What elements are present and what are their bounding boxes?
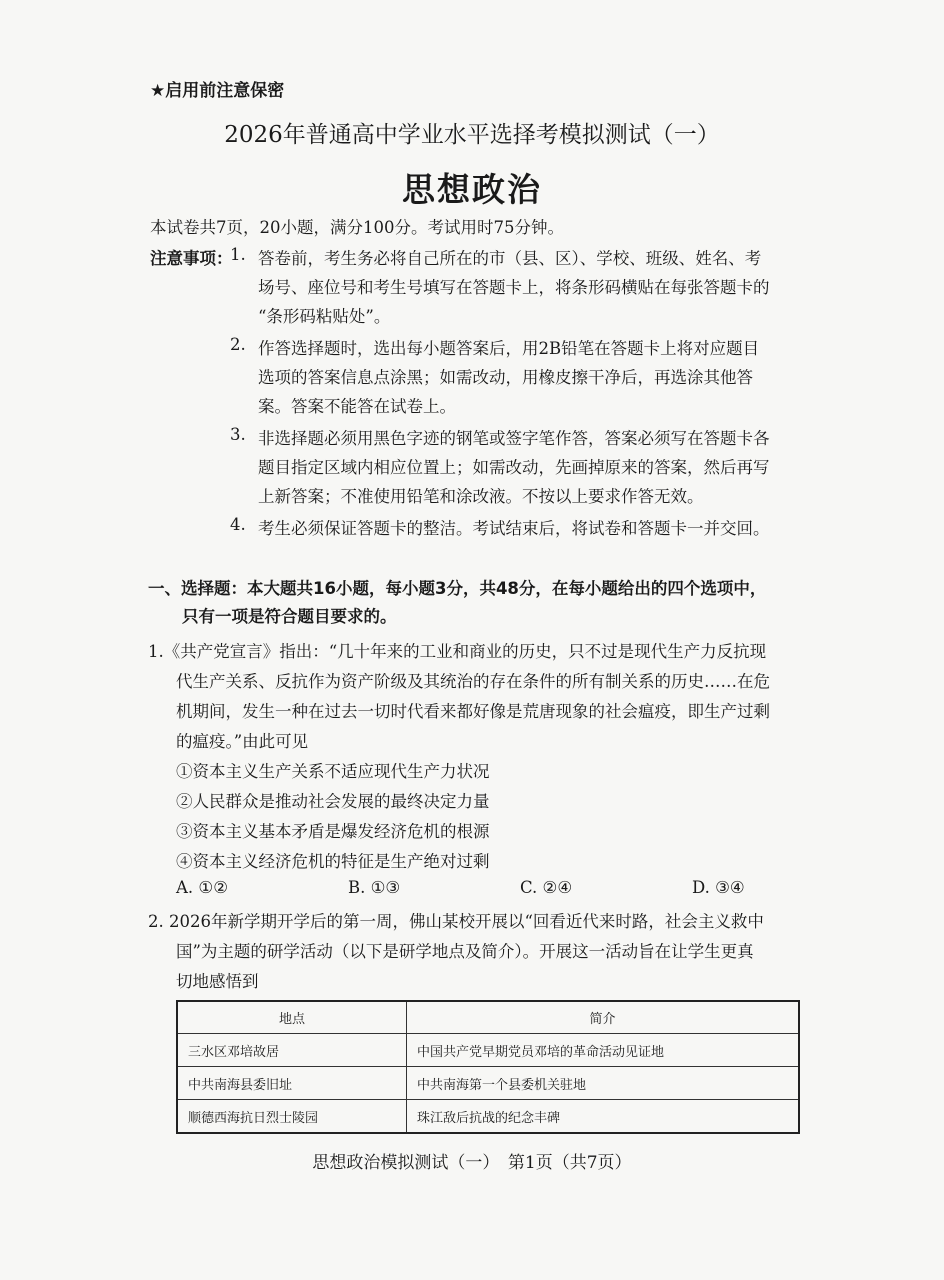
table-cell-site: 三水区邓培故居 xyxy=(177,1034,407,1067)
page-footer: 思想政治模拟测试（一） 第1页（共7页） xyxy=(312,1153,632,1173)
notice-item-number: 1. xyxy=(230,245,246,264)
notice-item-line: 考生必须保证答题卡的整洁。考试结束后，将试卷和答题卡一并交回。 xyxy=(258,519,770,538)
question-1-option-b: B. ①③ xyxy=(348,878,401,897)
section-heading-cont: 只有一项是符合题目要求的。 xyxy=(182,607,397,626)
question-1-statement: ③资本主义基本矛盾是爆发经济危机的根源 xyxy=(176,822,490,841)
table-header-cell: 简介 xyxy=(407,1001,800,1034)
notice-item-line: 题目指定区域内相应位置上；如需改动，先画掉原来的答案，然后再写 xyxy=(258,458,770,477)
notice-item-line: 上新答案；不准使用铅笔和涂改液。不按以上要求作答无效。 xyxy=(258,487,704,506)
table-cell-site: 中共南海县委旧址 xyxy=(177,1067,407,1100)
table-row xyxy=(177,1100,799,1134)
question-2-stem: 切地感悟到 xyxy=(176,972,259,991)
question-1-option-a: A. ①② xyxy=(176,878,228,897)
table-cell-site: 顺德西海抗日烈士陵园 xyxy=(177,1100,407,1134)
notice-label: 注意事项： xyxy=(150,249,233,268)
question-1-stem: 代生产关系、反抗作为资产阶级及其统治的存在条件的所有制关系的历史……在危 xyxy=(176,672,770,691)
table-cell-intro: 中国共产党早期党员邓培的革命活动见证地 xyxy=(407,1034,800,1067)
notice-item-line: 场号、座位号和考生号填写在答题卡上，将条形码横贴在每张答题卡的 xyxy=(258,278,770,297)
section-heading: 一、选择题：本大题共16小题，每小题3分，共48分，在每小题给出的四个选项中， xyxy=(148,579,767,598)
notice-item-line: “条形码粘贴处”。 xyxy=(258,307,391,326)
subject-title: 思想政治 xyxy=(402,170,542,209)
table-cell-intro: 珠江敌后抗战的纪念丰碑 xyxy=(407,1100,800,1134)
notice-item-line: 案。答案不能答在试卷上。 xyxy=(258,397,456,416)
confidential-mark: ★启用前注意保密 xyxy=(150,81,285,101)
table-row xyxy=(177,1034,799,1067)
exam-title: 2026年普通高中学业水平选择考模拟测试（一） xyxy=(224,122,720,148)
notice-item-line: 作答选择题时，选出每小题答案后，用2B铅笔在答题卡上将对应题目 xyxy=(258,339,760,358)
exam-intro: 本试卷共7页，20小题，满分100分。考试用时75分钟。 xyxy=(150,218,564,237)
question-1-stem: 的瘟疫。”由此可见 xyxy=(176,732,309,751)
question-2-stem: 国”为主题的研学活动（以下是研学地点及简介）。开展这一活动旨在让学生更真 xyxy=(176,942,754,961)
notice-item-number: 4. xyxy=(230,515,246,534)
notice-item-number: 3. xyxy=(230,425,246,444)
question-2-stem: 2. 2026年新学期开学后的第一周，佛山某校开展以“回看近代来时路，社会主义救中 xyxy=(148,912,764,931)
question-1-statement: ④资本主义经济危机的特征是生产绝对过剩 xyxy=(176,852,490,871)
table-row xyxy=(177,1067,799,1100)
table-header-row xyxy=(177,1001,799,1034)
study-sites-table xyxy=(176,1000,800,1134)
table-header-cell: 地点 xyxy=(177,1001,407,1034)
question-1-stem: 机期间，发生一种在过去一切时代看来都好像是荒唐现象的社会瘟疫，即生产过剩 xyxy=(176,702,770,721)
question-1-statement: ①资本主义生产关系不适应现代生产力状况 xyxy=(176,762,490,781)
notice-item-line: 答卷前，考生务必将自己所在的市（县、区）、学校、班级、姓名、考 xyxy=(258,249,762,268)
notice-item-line: 非选择题必须用黑色字迹的钢笔或签字笔作答，答案必须写在答题卡各 xyxy=(258,429,770,448)
question-1-option-d: D. ③④ xyxy=(692,878,745,897)
question-1-option-c: C. ②④ xyxy=(520,878,573,897)
question-1-stem: 1.《共产党宣言》指出：“几十年来的工业和商业的历史，只不过是现代生产力反抗现 xyxy=(148,642,767,661)
question-1-statement: ②人民群众是推动社会发展的最终决定力量 xyxy=(176,792,490,811)
notice-item-number: 2. xyxy=(230,335,246,354)
table-cell-intro: 中共南海第一个县委机关驻地 xyxy=(407,1067,800,1100)
notice-item-line: 选项的答案信息点涂黑；如需改动，用橡皮擦干净后，再选涂其他答 xyxy=(258,368,753,387)
